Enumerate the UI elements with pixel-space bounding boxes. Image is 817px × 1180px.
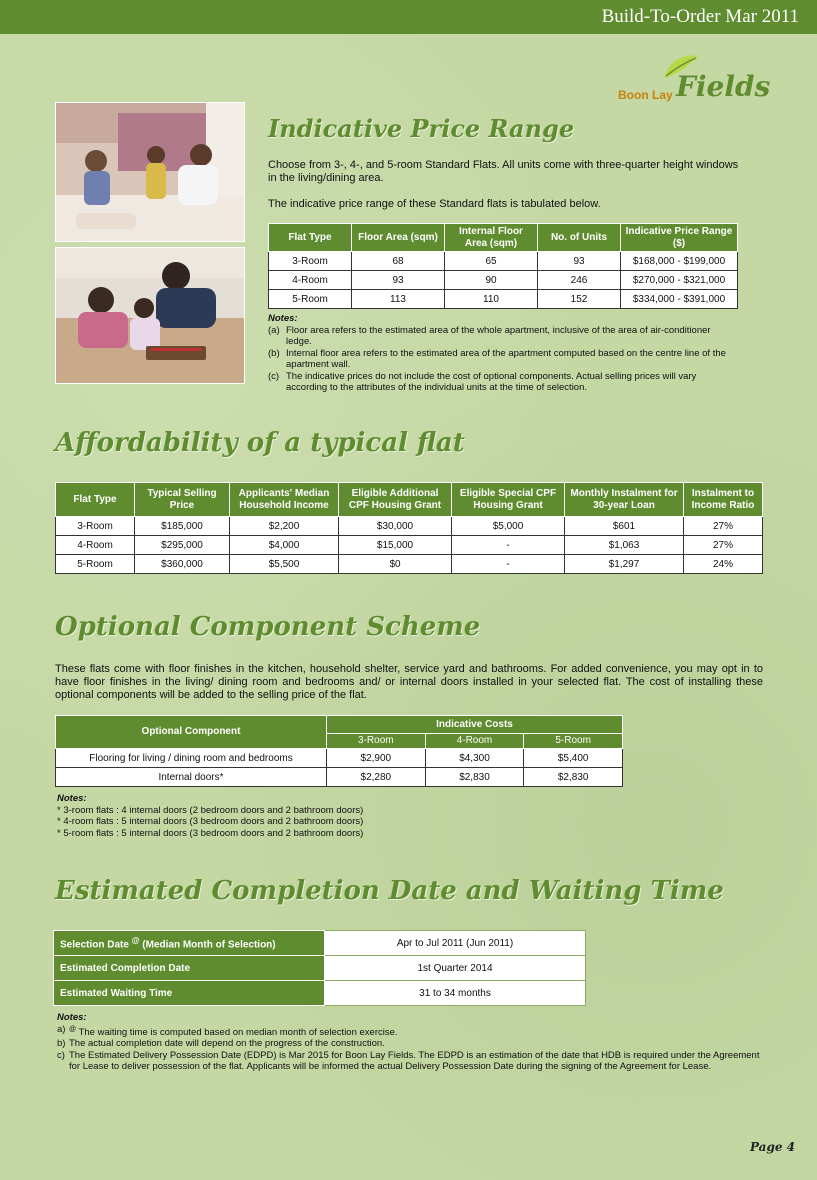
col-header: Instalment to Income Ratio	[684, 483, 763, 517]
cell: Apr to Jul 2011 (Jun 2011)	[325, 931, 586, 956]
col-header: Eligible Additional CPF Housing Grant	[339, 483, 452, 517]
completion-notes	[57, 1012, 765, 1073]
sub-header: 5-Room	[524, 734, 623, 749]
table-row	[54, 981, 586, 1006]
note-item	[57, 1024, 765, 1039]
note-text: Floor area refers to the estimated area of the whole apartment, inclusive of the area of air-conditioner ledge.	[286, 324, 711, 347]
cell: $1,063	[565, 536, 684, 555]
note-marker: (c)	[268, 370, 280, 382]
table-row	[269, 290, 738, 309]
note-item	[57, 1050, 765, 1073]
price-range-table	[268, 223, 738, 309]
label-text: Estimated Waiting Time	[60, 987, 173, 999]
cell: $295,000	[135, 536, 230, 555]
note-text: The actual completion date will depend on the progress of the construction.	[69, 1038, 385, 1050]
cell: $2,280	[327, 768, 426, 787]
note-item	[268, 325, 738, 348]
notes-title: Notes:	[268, 313, 298, 324]
note-item: * 4-room flats : 5 internal doors (3 bedroom doors and 2 bathroom doors)	[57, 816, 364, 827]
cell: $601	[565, 517, 684, 536]
table-intro-paragraph: The indicative price range of these Standard flats is tabulated below.	[268, 198, 601, 210]
door-notes	[57, 793, 557, 839]
col-header: No. of Units	[538, 224, 621, 252]
optional-component-table	[55, 715, 623, 787]
note-marker: c)	[57, 1049, 65, 1061]
label-text: Estimated Completion Date	[60, 962, 191, 974]
table-row	[54, 931, 586, 956]
col-header-component: Optional Component	[56, 716, 327, 749]
cell: $4,000	[230, 536, 339, 555]
row-label	[54, 956, 325, 981]
intro-paragraph: Choose from 3-, 4-, and 5-room Standard Flats. All units come with three-quarter height windows in the living/dining area.	[268, 159, 739, 184]
col-header: Floor Area (sqm)	[352, 224, 445, 252]
optional-component-paragraph: These flats come with floor finishes in the kitchen, household shelter, service yard and bathrooms. For added convenience, you may opt in to have floor finishes in the living/ dining room and bedrooms and/ or internal doors installed in your selected flat. The cost of installing these optional components will be added to the selling price of the flat.	[55, 663, 763, 701]
cell: $5,400	[524, 749, 623, 768]
col-header: Applicants' Median Household Income	[230, 483, 339, 517]
col-header: Eligible Special CPF Housing Grant	[452, 483, 565, 517]
logo-text-fields: Fields	[676, 70, 771, 103]
note-text: Internal floor area refers to the estimated area of the apartment computed based on the centre line of the apartment wall.	[286, 347, 726, 370]
notes-title: Notes:	[57, 1012, 87, 1023]
note-item: * 5-room flats : 5 internal doors (3 bedroom doors and 2 bathroom doors)	[57, 827, 364, 839]
at-symbol: @	[131, 935, 140, 945]
col-header: Flat Type	[269, 224, 352, 252]
cell: $4,300	[425, 749, 524, 768]
cell: $0	[339, 555, 452, 574]
table-row	[269, 252, 738, 271]
family-photo-2	[55, 247, 245, 384]
cell: 110	[445, 290, 538, 309]
cell: 90	[445, 271, 538, 290]
note-text: The indicative prices do not include the cost of optional components. Actual selling prices will vary according to the attributes of the individual units at the time of selection.	[286, 370, 697, 393]
header-bar	[0, 0, 817, 34]
cell: $2,200	[230, 517, 339, 536]
notes-title: Notes:	[57, 793, 87, 804]
col-header: Indicative Price Range ($)	[621, 224, 738, 252]
note-marker: a)	[57, 1023, 66, 1035]
cell: 93	[352, 271, 445, 290]
cell: 24%	[684, 555, 763, 574]
col-header: Typical Selling Price	[135, 483, 230, 517]
note-item	[57, 1038, 765, 1050]
cell: 27%	[684, 517, 763, 536]
cell: $15,000	[339, 536, 452, 555]
family-photo-1	[55, 102, 245, 242]
note-marker: b)	[57, 1038, 66, 1050]
note-text: The Estimated Delivery Possession Date (EDPD) is Mar 2015 for Boon Lay Fields. The EDPD is an estimation of the date that HDB is required under the Agreement for Lease to deliver possession of the flat. Applicants will be informed the actual Delivery Possession Date during the signing of the Agreement for Lease.	[69, 1049, 760, 1073]
price-notes	[268, 313, 738, 394]
cell: $30,000	[339, 517, 452, 536]
completion-table	[53, 930, 586, 1006]
cell: $5,500	[230, 555, 339, 574]
cell: $2,900	[327, 749, 426, 768]
cell: $5,000	[452, 517, 565, 536]
col-header: Internal Floor Area (sqm)	[445, 224, 538, 252]
completion-date-heading: Estimated Completion Date and Waiting Time	[55, 876, 724, 906]
table-row	[269, 271, 738, 290]
sub-header: 4-Room	[425, 734, 524, 749]
cell: 3-Room	[269, 252, 352, 271]
col-header: Flat Type	[56, 483, 135, 517]
cell: $168,000 - $199,000	[621, 252, 738, 271]
cell: 152	[538, 290, 621, 309]
cell: 5-Room	[269, 290, 352, 309]
col-header: Monthly Instalment for 30-year Loan	[565, 483, 684, 517]
sub-header: 3-Room	[327, 734, 426, 749]
table-row	[56, 555, 763, 574]
page-number: Page 4	[749, 1140, 795, 1154]
cell: $1,297	[565, 555, 684, 574]
note-item: * 3-room flats : 4 internal doors (2 bedroom doors and 2 bathroom doors)	[57, 804, 364, 816]
row-label	[54, 981, 325, 1006]
boon-lay-fields-logo	[614, 50, 774, 106]
cell: $185,000	[135, 517, 230, 536]
cell: 93	[538, 252, 621, 271]
indicative-price-range-heading: Indicative Price Range	[268, 114, 575, 143]
cell: 65	[445, 252, 538, 271]
cell: $2,830	[425, 768, 524, 787]
cell: 27%	[684, 536, 763, 555]
affordability-heading: Affordability of a typical flat	[55, 428, 465, 458]
cell: 1st Quarter 2014	[325, 956, 586, 981]
cell: 4-Room	[269, 271, 352, 290]
cell: 4-Room	[56, 536, 135, 555]
note-marker: (b)	[268, 347, 280, 359]
note-item	[268, 348, 738, 371]
affordability-table	[55, 482, 763, 574]
label-text: Selection Date	[60, 939, 129, 951]
document-title: Build-To-Order Mar 2011	[601, 6, 799, 27]
table-row	[56, 768, 623, 787]
cell: 5-Room	[56, 555, 135, 574]
optional-component-heading: Optional Component Scheme	[55, 612, 481, 642]
col-header-costs: Indicative Costs	[327, 716, 623, 734]
cell: $2,830	[524, 768, 623, 787]
cell: 113	[352, 290, 445, 309]
logo-text-boon-lay: Boon Lay	[618, 88, 673, 102]
table-row	[56, 749, 623, 768]
label-suffix: (Median Month of Selection)	[139, 939, 276, 951]
table-row	[56, 536, 763, 555]
cell: $270,000 - $321,000	[621, 271, 738, 290]
cell: Internal doors*	[56, 768, 327, 787]
cell: Flooring for living / dining room and bedrooms	[56, 749, 327, 768]
table-row	[54, 956, 586, 981]
at-symbol: @	[69, 1025, 77, 1033]
row-label	[54, 931, 325, 956]
cell: $334,000 - $391,000	[621, 290, 738, 309]
cell: 246	[538, 271, 621, 290]
cell: 31 to 34 months	[325, 981, 586, 1006]
cell: 68	[352, 252, 445, 271]
note-item	[268, 371, 738, 394]
note-text: The waiting time is computed based on median month of selection exercise.	[76, 1026, 398, 1038]
note-marker: (a)	[268, 324, 280, 336]
cell: $360,000	[135, 555, 230, 574]
table-row	[56, 517, 763, 536]
cell: -	[452, 555, 565, 574]
cell: -	[452, 536, 565, 555]
cell: 3-Room	[56, 517, 135, 536]
